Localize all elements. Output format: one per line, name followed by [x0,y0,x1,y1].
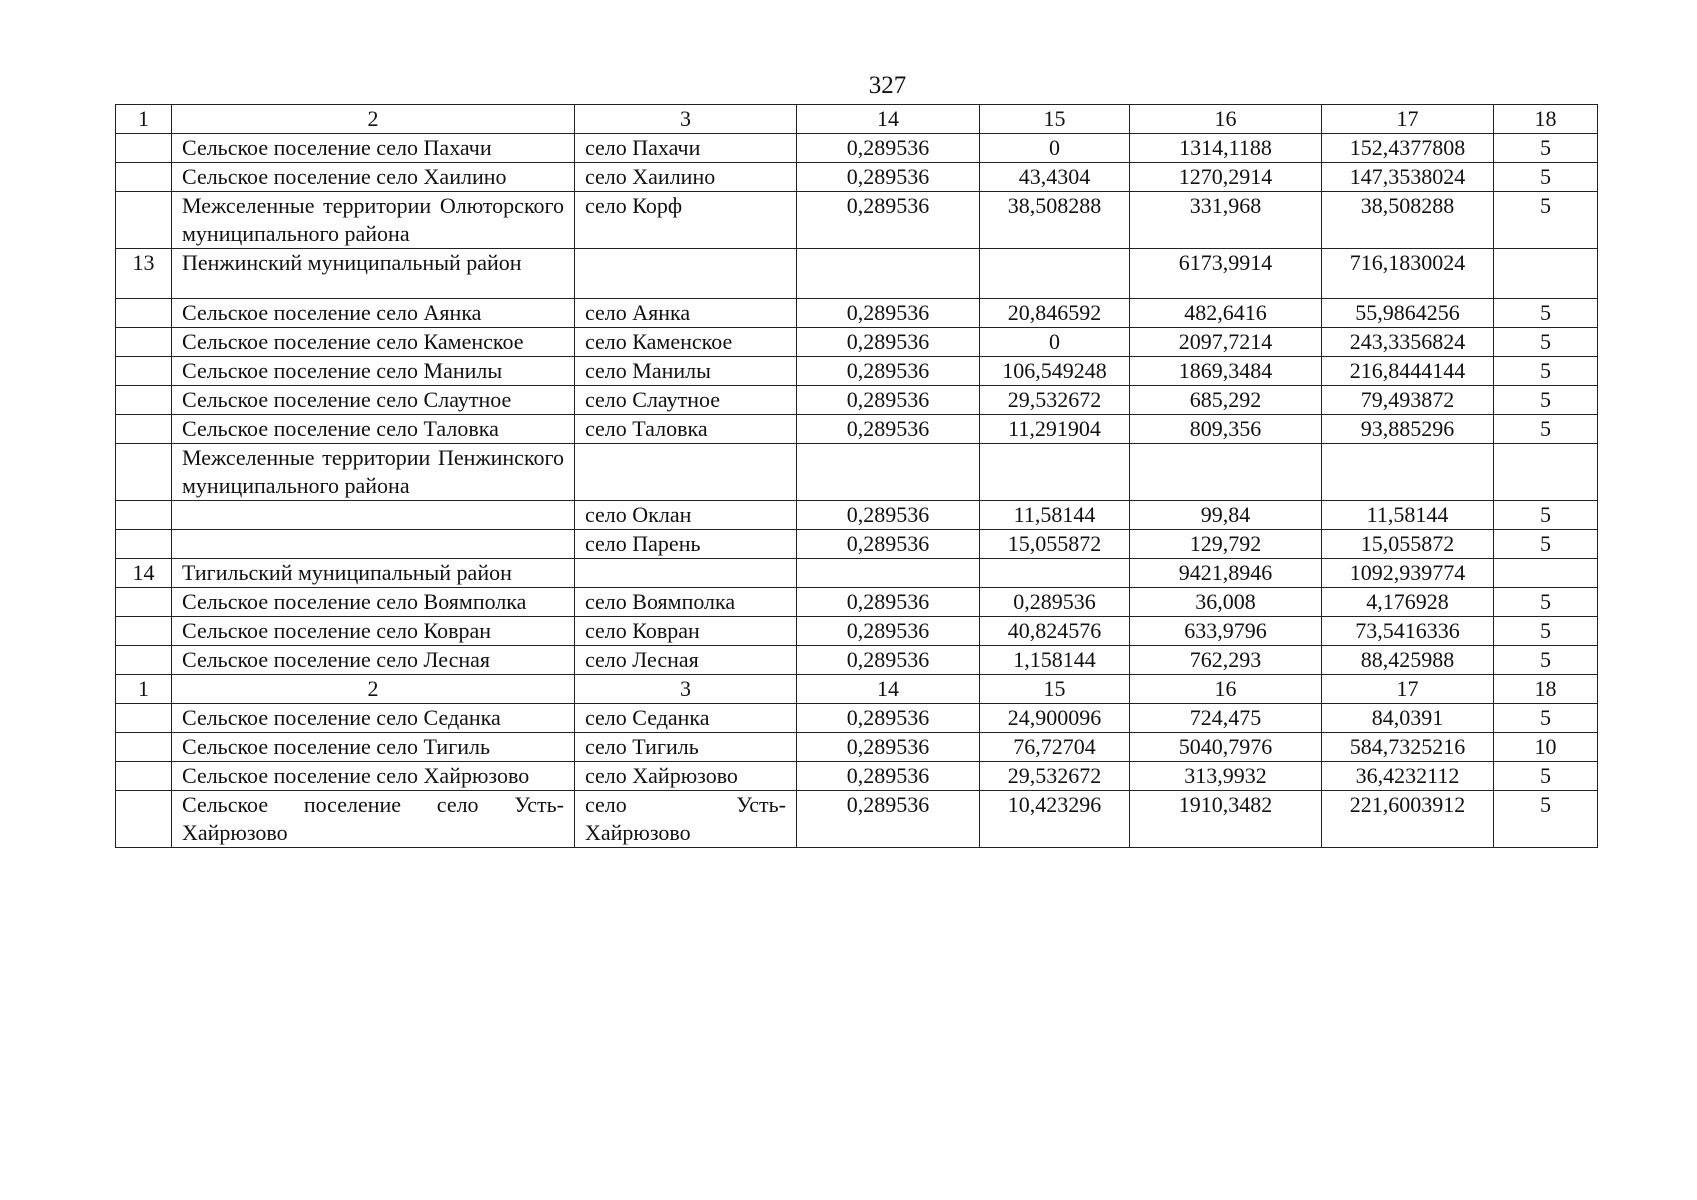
table-cell: село Лесная [575,646,797,675]
table-row [116,762,1598,791]
table-cell: село Корф [575,192,797,249]
table-row [116,588,1598,617]
table-cell: 724,475 [1130,704,1322,733]
table-cell: 5 [1494,762,1598,791]
table-cell: 16 [1130,105,1322,134]
table-cell: 40,824576 [980,617,1130,646]
table-cell [116,328,172,357]
table-cell: Сельское поселение село Таловка [172,415,575,444]
table-cell: 0,289536 [797,704,980,733]
table-cell: 0,289536 [797,646,980,675]
table-row [116,617,1598,646]
table-cell: 73,5416336 [1322,617,1494,646]
table-cell: 11,58144 [980,501,1130,530]
table-row [116,163,1598,192]
table-cell: Пенжинский муниципальный район [172,249,575,299]
table-cell: 14 [797,105,980,134]
table-cell: 1869,3484 [1130,357,1322,386]
table-cell [116,646,172,675]
table-cell: 84,0391 [1322,704,1494,733]
table-cell: село Манилы [575,357,797,386]
table-cell: 5 [1494,357,1598,386]
table-cell: 147,3538024 [1322,163,1494,192]
table-cell [1322,444,1494,501]
table-cell: 2 [172,105,575,134]
table-cell: 4,176928 [1322,588,1494,617]
table-cell: 1,158144 [980,646,1130,675]
table-cell: Сельское поселение село Усть-Хайрюзово [172,791,575,848]
table-cell: 0,289536 [797,762,980,791]
table-cell: 5 [1494,501,1598,530]
table-cell: село Слаутное [575,386,797,415]
table-cell: 0 [980,134,1130,163]
table-cell: 5 [1494,588,1598,617]
table-cell [172,501,575,530]
table-cell: 0,289536 [797,299,980,328]
table-cell: Сельское поселение село Пахачи [172,134,575,163]
table-cell: 55,9864256 [1322,299,1494,328]
table-cell: 0,289536 [797,357,980,386]
table-cell: 0,289536 [797,791,980,848]
table-row [116,733,1598,762]
table-cell: 5 [1494,134,1598,163]
page-number: 327 [868,72,907,99]
table-cell [575,559,797,588]
table-cell: 584,7325216 [1322,733,1494,762]
table-cell: село Парень [575,530,797,559]
table-cell: Тигильский муниципальный район [172,559,575,588]
table-cell: 1910,3482 [1130,791,1322,848]
table-cell: 313,9932 [1130,762,1322,791]
table-cell [116,588,172,617]
table-cell [116,762,172,791]
table-cell: 633,9796 [1130,617,1322,646]
table-cell: 88,425988 [1322,646,1494,675]
table-cell: 3 [575,675,797,704]
table-cell: 2 [172,675,575,704]
table-cell: 5 [1494,386,1598,415]
table-cell: село Пахачи [575,134,797,163]
table-cell: 1 [116,105,172,134]
table-cell: 152,4377808 [1322,134,1494,163]
table-cell: село Оклан [575,501,797,530]
table-cell [116,791,172,848]
table-cell: 216,8444144 [1322,357,1494,386]
table-cell [1130,444,1322,501]
table-row [116,386,1598,415]
table-row [116,444,1598,501]
table-cell: 11,58144 [1322,501,1494,530]
table-cell: 15 [980,675,1130,704]
table-cell: село Седанка [575,704,797,733]
table-cell: 5 [1494,617,1598,646]
table-cell: 29,532672 [980,386,1130,415]
table-cell [116,299,172,328]
table-cell [1494,249,1598,299]
table-cell: 24,900096 [980,704,1130,733]
table-cell [1494,444,1598,501]
table-cell [116,617,172,646]
table-cell: 36,008 [1130,588,1322,617]
table-cell: Сельское поселение село Аянка [172,299,575,328]
table-cell: Сельское поселение село Хайрюзово [172,762,575,791]
table-cell [980,444,1130,501]
table-cell: 5 [1494,415,1598,444]
table-row [116,704,1598,733]
table-cell: 5 [1494,328,1598,357]
table-row [116,299,1598,328]
table-row [116,357,1598,386]
table-cell: село Тигиль [575,733,797,762]
table-cell [980,249,1130,299]
table-cell: 15 [980,105,1130,134]
table-cell: Сельское поселение село Седанка [172,704,575,733]
table-header-row [116,105,1598,134]
table-cell: Сельское поселение село Манилы [172,357,575,386]
table-cell: 79,493872 [1322,386,1494,415]
table-cell: 0 [980,328,1130,357]
table-cell: 129,792 [1130,530,1322,559]
table-cell: 1314,1188 [1130,134,1322,163]
table-cell: 99,84 [1130,501,1322,530]
table-cell: 0,289536 [797,501,980,530]
table-cell [116,733,172,762]
table-cell: село Хаилино [575,163,797,192]
table-cell: 5 [1494,791,1598,848]
table-cell: 0,289536 [797,588,980,617]
table-cell [116,386,172,415]
table-cell [116,163,172,192]
table-cell: 5 [1494,299,1598,328]
table-cell [116,444,172,501]
table-row [116,646,1598,675]
table-cell: 221,6003912 [1322,791,1494,848]
table-cell: 0,289536 [797,192,980,249]
table-cell: 29,532672 [980,762,1130,791]
table-cell: село Аянка [575,299,797,328]
table-cell: Межселенные территории Олюторского муниципального района [172,192,575,249]
table-cell: 0,289536 [797,163,980,192]
table-cell: 106,549248 [980,357,1130,386]
table-cell: 18 [1494,675,1598,704]
table-cell: 10,423296 [980,791,1130,848]
table-cell: 43,4304 [980,163,1130,192]
table-cell: 1 [116,675,172,704]
table-cell: 93,885296 [1322,415,1494,444]
table-cell: 5 [1494,704,1598,733]
table-row [116,134,1598,163]
table-cell [575,444,797,501]
table-cell: 482,6416 [1130,299,1322,328]
table-cell: 10 [1494,733,1598,762]
table-cell: Сельское поселение село Воямполка [172,588,575,617]
table-cell: 17 [1322,105,1494,134]
table-cell: Сельское поселение село Слаутное [172,386,575,415]
table-cell: 0,289536 [797,415,980,444]
table-cell: 243,3356824 [1322,328,1494,357]
table-cell: Сельское поселение село Каменское [172,328,575,357]
table-cell: Сельское поселение село Тигиль [172,733,575,762]
table-cell: 14 [116,559,172,588]
table-cell: село Каменское [575,328,797,357]
table-cell [116,134,172,163]
table-cell: 6173,9914 [1130,249,1322,299]
table-cell [116,357,172,386]
table-cell: 1092,939774 [1322,559,1494,588]
table-cell: 685,292 [1130,386,1322,415]
table-cell: село Воямполка [575,588,797,617]
data-table [115,104,1598,848]
table-cell: 15,055872 [1322,530,1494,559]
table-cell: 36,4232112 [1322,762,1494,791]
table-cell: Межселенные территории Пенжинского муниципального района [172,444,575,501]
table-cell: 5 [1494,530,1598,559]
table-cell: 2097,7214 [1130,328,1322,357]
table-cell: 13 [116,249,172,299]
table-cell: Сельское поселение село Ковран [172,617,575,646]
table-cell [797,559,980,588]
table-cell: 0,289536 [797,617,980,646]
table-cell: 0,289536 [797,134,980,163]
table-cell: 0,289536 [980,588,1130,617]
district-row [116,559,1598,588]
table-cell: 18 [1494,105,1598,134]
table-cell [116,501,172,530]
table-cell [797,249,980,299]
table-body [116,105,1598,848]
table-cell: 809,356 [1130,415,1322,444]
table-cell [116,415,172,444]
table-cell: 17 [1322,675,1494,704]
table-cell [116,192,172,249]
table-cell [1494,559,1598,588]
table-cell: 38,508288 [980,192,1130,249]
table-cell: 5 [1494,163,1598,192]
table-cell: 0,289536 [797,733,980,762]
table-cell [172,530,575,559]
table-cell: 14 [797,675,980,704]
table-header-row [116,675,1598,704]
table-cell: 76,72704 [980,733,1130,762]
table-cell: Сельское поселение село Хаилино [172,163,575,192]
table-cell: 3 [575,105,797,134]
table-cell: 38,508288 [1322,192,1494,249]
table-cell [575,249,797,299]
table-cell: 9421,8946 [1130,559,1322,588]
table-cell: 0,289536 [797,328,980,357]
table-row [116,791,1598,848]
table-row [116,192,1598,249]
table-cell [797,444,980,501]
table-row [116,501,1598,530]
table-cell: село Хайрюзово [575,762,797,791]
table-cell: 331,968 [1130,192,1322,249]
table-cell: 762,293 [1130,646,1322,675]
table-cell: село Усть-Хайрюзово [575,791,797,848]
table-cell: 20,846592 [980,299,1130,328]
table-row [116,415,1598,444]
table-cell: 11,291904 [980,415,1130,444]
table-cell: 1270,2914 [1130,163,1322,192]
table-cell: 5040,7976 [1130,733,1322,762]
table-cell: 15,055872 [980,530,1130,559]
table-cell: 5 [1494,192,1598,249]
table-row [116,328,1598,357]
table-cell: 716,1830024 [1322,249,1494,299]
table-cell: 0,289536 [797,386,980,415]
table-cell: село Ковран [575,617,797,646]
table-cell: 16 [1130,675,1322,704]
table-cell: Сельское поселение село Лесная [172,646,575,675]
district-row [116,249,1598,299]
table-cell [116,704,172,733]
table-cell: село Таловка [575,415,797,444]
table-cell: 0,289536 [797,530,980,559]
table-cell [980,559,1130,588]
table-cell [116,530,172,559]
table-cell: 5 [1494,646,1598,675]
table-row [116,530,1598,559]
